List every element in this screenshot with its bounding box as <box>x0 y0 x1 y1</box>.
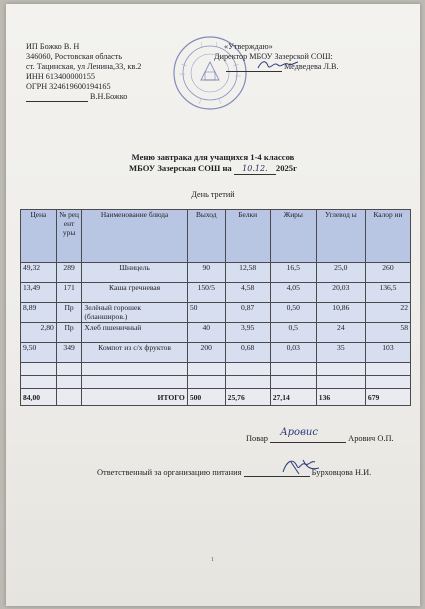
cook-name: Арович О.П. <box>348 434 394 443</box>
table-row-empty <box>21 363 411 376</box>
menu-title: Меню завтрака для учащихся 1-4 классов <box>131 152 295 162</box>
table-row <box>21 283 411 303</box>
total-protein: 25,76 <box>225 389 270 406</box>
cell-dish: Компот из с/х фруктов <box>82 343 187 363</box>
supplier-signature <box>26 92 141 102</box>
header-recipe-number: № рец ент уры <box>56 210 82 263</box>
approval-title: «Утверждаю» <box>224 42 273 51</box>
cell-recipe: 171 <box>56 283 82 303</box>
table-row <box>21 303 411 323</box>
supplier-ogrn: ОГРН 324619600194165 <box>26 82 111 91</box>
supplier-address: ст. Тацинская, ул Ленина,33, кв.2 <box>26 62 142 71</box>
menu-table <box>20 209 411 406</box>
cell-fat: 0,50 <box>270 303 316 323</box>
total-output: 500 <box>187 389 225 406</box>
cook-signature-line <box>246 427 394 443</box>
cook-signature-field <box>270 427 346 443</box>
approval-position: Директор МБОУ Зазерской СОШ: <box>214 52 333 61</box>
table-row-empty <box>21 376 411 389</box>
cell-protein: 0,87 <box>225 303 270 323</box>
school-name: МБОУ Зазерская СОШ на <box>129 163 232 173</box>
cell-fat: 4,05 <box>270 283 316 303</box>
cell-protein: 12,58 <box>225 263 270 283</box>
cell-recipe: 289 <box>56 263 82 283</box>
cell-carbs: 20,03 <box>316 283 365 303</box>
responsible-signature-scribble <box>279 456 323 478</box>
total-calories: 679 <box>365 389 410 406</box>
page-number: 1 <box>211 557 214 563</box>
header-dish-name: Наименование блюда <box>82 210 187 263</box>
table-row <box>21 263 411 283</box>
approval-signer: Медведева Л.В. <box>284 62 339 71</box>
cell-carbs: 25,0 <box>316 263 365 283</box>
cell-protein: 4,58 <box>225 283 270 303</box>
supplier-block <box>26 42 141 102</box>
cell-protein: 0,68 <box>225 343 270 363</box>
cell-recipe: Пр <box>56 303 82 323</box>
cell-price: 13,49 <box>21 283 57 303</box>
cell-carbs: 35 <box>316 343 365 363</box>
cell-calories: 22 <box>365 303 410 323</box>
cell-calories: 103 <box>365 343 410 363</box>
cell-price: 49,32 <box>21 263 57 283</box>
cell-carbs: 24 <box>316 323 365 343</box>
total-label: ИТОГО <box>82 389 187 406</box>
table-row <box>21 343 411 363</box>
cell-price: 9,50 <box>21 343 57 363</box>
cell-fat: 0,03 <box>270 343 316 363</box>
header-price: Цена <box>21 210 57 263</box>
cell-output: 90 <box>187 263 225 283</box>
cook-label: Повар <box>246 434 268 443</box>
menu-year: 2025г <box>275 163 297 173</box>
cell-price: 2,80 <box>21 323 57 343</box>
cell-recipe: Пр <box>56 323 82 343</box>
cell-protein: 3,95 <box>225 323 270 343</box>
cell-dish: Зелёный горошек (бланширов.) <box>82 303 187 323</box>
cell-calories: 136,5 <box>365 283 410 303</box>
responsible-label: Ответственный за организацию питания <box>97 468 242 477</box>
cell-output: 50 <box>187 303 225 323</box>
table-row <box>21 323 411 343</box>
cell-price: 8,89 <box>21 303 57 323</box>
cell-dish: Каша гречневая <box>82 283 187 303</box>
cell-dish: Шницель <box>82 263 187 283</box>
table-total-row <box>21 389 411 406</box>
cell-recipe: 349 <box>56 343 82 363</box>
supplier-inn: ИНН 613400000155 <box>26 72 95 81</box>
cell-fat: 16,5 <box>270 263 316 283</box>
document-page <box>6 4 420 606</box>
cell-dish: Хлеб пшеничный <box>82 323 187 343</box>
total-carbs: 136 <box>316 389 365 406</box>
menu-subtitle <box>6 163 420 175</box>
cell-fat: 0,5 <box>270 323 316 343</box>
supplier-name: ИП Божко В. Н <box>26 42 80 51</box>
header-output: Выход <box>187 210 225 263</box>
responsible-name: Бурховцова Н.И. <box>311 468 372 477</box>
header-calories: Калор ии <box>365 210 410 263</box>
cell-calories: 260 <box>365 263 410 283</box>
cell-output: 40 <box>187 323 225 343</box>
table-header-row <box>21 210 411 263</box>
signature-line <box>26 93 88 102</box>
cell-output: 200 <box>187 343 225 363</box>
responsible-signature-line <box>97 466 371 477</box>
cook-handwritten-signature: Аровис <box>280 427 318 438</box>
supplier-signer: В.Н.Божко <box>90 92 128 101</box>
day-label: День третий <box>191 190 235 199</box>
cell-calories: 58 <box>365 323 410 343</box>
header-fat: Жиры <box>270 210 316 263</box>
supplier-postcode: 346060, Ростовская область <box>26 52 122 61</box>
cell-carbs: 10,86 <box>316 303 365 323</box>
header-carbs: Углевод ы <box>316 210 365 263</box>
total-fat: 27,14 <box>270 389 316 406</box>
cell-output: 150/5 <box>187 283 225 303</box>
director-signature-scribble <box>256 58 300 72</box>
header-protein: Белки <box>225 210 270 263</box>
menu-date: 10.12. <box>234 163 276 175</box>
total-price: 84,00 <box>21 389 57 406</box>
